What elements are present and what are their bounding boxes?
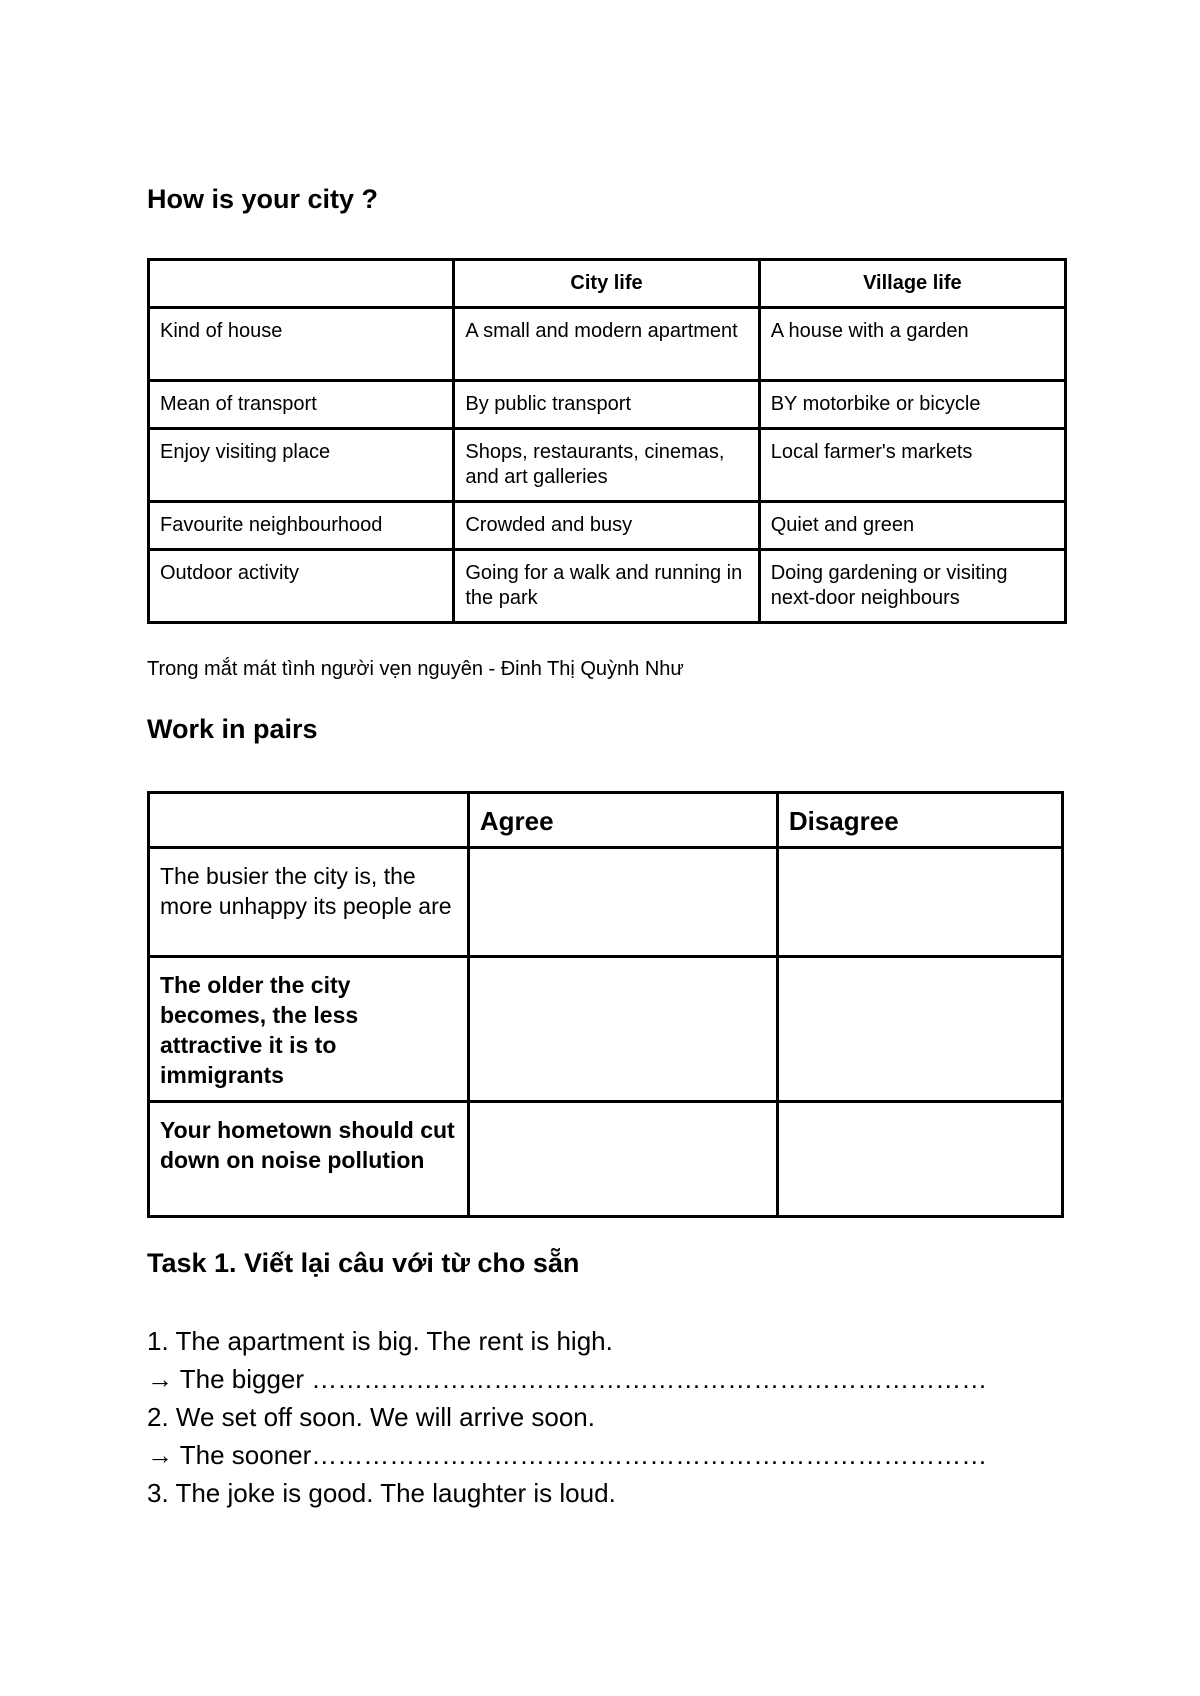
table-row (149, 550, 1066, 623)
section-title-task1: Task 1. Viết lại câu với từ cho sẵn (147, 1248, 580, 1278)
table-row (149, 957, 1063, 1102)
statement-cell: Your hometown should cut down on noise pollution (149, 1102, 469, 1217)
table-header-row (149, 793, 1063, 848)
table-row (149, 381, 1066, 429)
city-village-table (147, 258, 1067, 624)
answer-line-1[interactable]: → The bigger …………………………………………………………………… (147, 1364, 988, 1394)
table-row (149, 429, 1066, 502)
village-cell: A house with a garden (759, 308, 1065, 381)
city-cell: Crowded and busy (454, 502, 759, 550)
disagree-cell[interactable] (777, 957, 1062, 1102)
disagree-cell[interactable] (777, 1102, 1062, 1217)
village-cell: Local farmer's markets (759, 429, 1065, 502)
table-header-row (149, 260, 1066, 308)
header-cell-empty (149, 260, 454, 308)
row-label: Kind of house (149, 308, 454, 381)
row-label: Outdoor activity (149, 550, 454, 623)
header-cell-agree: Agree (468, 793, 777, 848)
row-label: Favourite neighbourhood (149, 502, 454, 550)
table-row (149, 502, 1066, 550)
exercise-sentence-3: 3. The joke is good. The laughter is loud. (147, 1478, 616, 1508)
table-row (149, 1102, 1063, 1217)
exercise-sentence-2: 2. We set off soon. We will arrive soon. (147, 1402, 595, 1432)
agree-cell[interactable] (468, 848, 777, 957)
agree-cell[interactable] (468, 1102, 777, 1217)
row-label: Enjoy visiting place (149, 429, 454, 502)
table-row (149, 308, 1066, 381)
village-cell: BY motorbike or bicycle (759, 381, 1065, 429)
statement-cell: The busier the city is, the more unhappy its people are (149, 848, 469, 957)
image-caption: Trong mắt mát tình người vẹn nguyên - Đinh Thị Quỳnh Như (147, 658, 684, 680)
agree-cell[interactable] (468, 957, 777, 1102)
header-cell-empty (149, 793, 469, 848)
answer-line-2[interactable]: → The sooner…………………………………………………………………… (147, 1440, 988, 1470)
section-title-city: How is your city ? (147, 184, 379, 214)
village-cell: Doing gardening or visiting next-door neighbours (759, 550, 1065, 623)
table-row (149, 848, 1063, 957)
city-cell: Shops, restaurants, cinemas, and art galleries (454, 429, 759, 502)
city-cell: A small and modern apartment (454, 308, 759, 381)
statement-cell: The older the city becomes, the less attractive it is to immigrants (149, 957, 469, 1102)
exercise-sentence-1: 1. The apartment is big. The rent is high. (147, 1326, 613, 1356)
row-label: Mean of transport (149, 381, 454, 429)
section-title-pairs: Work in pairs (147, 714, 318, 744)
city-cell: Going for a walk and running in the park (454, 550, 759, 623)
village-cell: Quiet and green (759, 502, 1065, 550)
agree-disagree-table (147, 791, 1064, 1218)
header-cell-city-life: City life (454, 260, 759, 308)
header-cell-village-life: Village life (759, 260, 1065, 308)
header-cell-disagree: Disagree (777, 793, 1062, 848)
disagree-cell[interactable] (777, 848, 1062, 957)
city-cell: By public transport (454, 381, 759, 429)
